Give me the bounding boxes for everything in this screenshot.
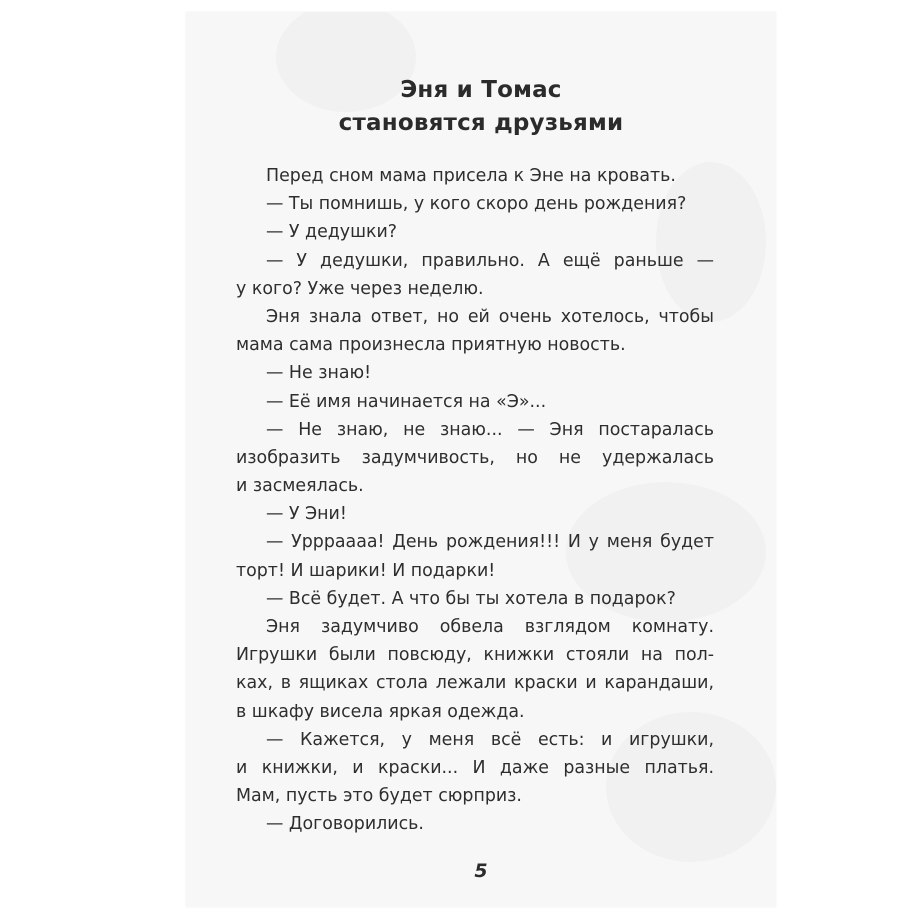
- chapter-title-line-2: становятся друзьями: [338, 110, 624, 136]
- text-line: и засмеялась.: [236, 476, 364, 497]
- text-line: — Договорились.: [266, 814, 424, 835]
- text-line: — Всё будет. А что бы ты хотела в подарок?: [266, 588, 676, 609]
- text-line: изобразить задумчивость, но не удержалась: [236, 447, 714, 468]
- text-line: — У дедушки?: [266, 222, 398, 243]
- body-text: [236, 162, 714, 839]
- text-line: — Не знаю, не знаю... — Эня постаралась: [266, 419, 714, 440]
- chapter-title-line-1: Эня и Томас: [400, 77, 562, 103]
- book-page: [186, 12, 776, 907]
- text-line: — Урррааaa! День рождения!!! И у меня будет: [266, 532, 714, 553]
- text-line: мама сама произнесла приятную новость.: [236, 335, 626, 356]
- text-line: — Кажется, у меня всё есть: и игрушки,: [266, 729, 714, 750]
- text-line: торт! И шарики! И подарки!: [236, 560, 496, 581]
- text-line: — Не знаю!: [266, 363, 372, 384]
- text-line: — У дедушки, правильно. А ещё раньше —: [266, 250, 714, 271]
- text-line: Эня задумчиво обвела взглядом комнату.: [266, 617, 714, 637]
- text-line: Эня знала ответ, но ей очень хотелось, чтобы: [266, 306, 714, 327]
- text-line: Мам, пусть это будет сюрприз.: [236, 786, 522, 807]
- text-line: — Ты помнишь, у кого скоро день рождения?: [266, 194, 687, 215]
- text-line: Перед сном мама присела к Эне на кровать.: [266, 166, 676, 186]
- text-line: — У Эни!: [266, 504, 347, 525]
- text-line: в шкафу висела яркая одежда.: [236, 701, 525, 722]
- page-number: 5: [474, 860, 488, 882]
- chapter-title: [186, 74, 776, 140]
- text-line: — Её имя начинается на «Э»...: [266, 391, 547, 412]
- text-line: Игрушки были повсюду, книжки стояли на пол-: [236, 645, 714, 666]
- text-line: и книжки, и краски... И даже разные платья.: [236, 757, 714, 778]
- text-line: ках, в ящиках стола лежали краски и карандаши,: [236, 673, 714, 694]
- text-line: у кого? Уже через неделю.: [236, 278, 484, 299]
